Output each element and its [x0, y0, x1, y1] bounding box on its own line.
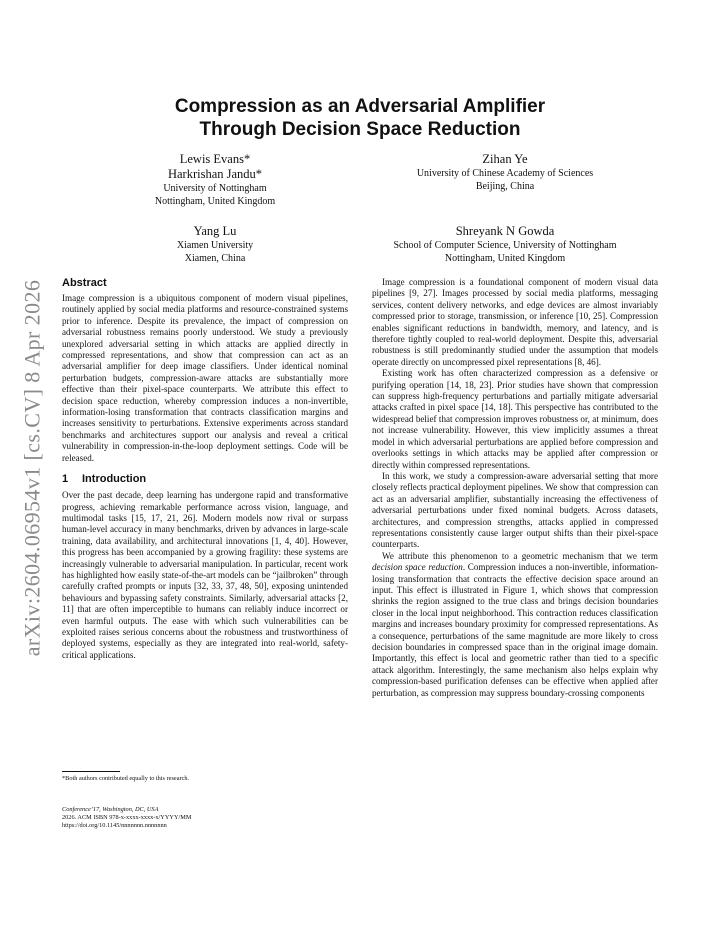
intro-paragraph-1: Over the past decade, deep learning has undergone rapid and transformative progress, achieving remarkable performance across vision, language, and multimodal tasks [15, 17, 21, 26]. Modern models now rival or surpass human-level accuracy in many benchmarks, driven by advances in large-scale training, data availability, and architectural innovations [1, 4, 40]. However, this progress has been accompanied by a growing fragility: these systems are increasingly vulnerable to adversarial manipulation. In particular, recent work has highlighted how easily state-of-the-art models can be “jailbroken” through carefully crafted prompts or inputs [32, 33, 37, 48, 50], exposing unintended behaviours and bypassing safety constraints. Similarly, adversarial attacks [2, 11] that are often imperceptible to humans can reliably induce incorrect or even harmful outputs. The ease with which such vulnerabilities can be exploited raises serious concerns about the robustness and trustworthiness of deployed systems, especially as they are integrated into real-world, safety-critical applications. — [62, 490, 348, 660]
body-paragraph-2: Existing work has often characterized compression as a defensive or purifying operation [14, 18, 23]. Prior studies have shown that compression can suppress high-frequency perturbations and partially mitigate adversarial attacks crafted in pixel space [14, 18]. This perspective has contributed to the widespread belief that compression improves robustness or, at minimum, does not increase vulnerability. However, this view implicitly assumes a threat model in which adversarial perturbations are applied before compression and overlooks settings in which attacks may be applied after compression or directly within compressed representations. — [372, 368, 658, 470]
body-paragraph-3: In this work, we study a compression-aware adversarial setting that more closely reflects practical deployment pipelines. We show that compression can act as an adversarial amplifier, substantially increasing the effectiveness of adversarial perturbations under fixed nominal budgets. Across datasets, architectures, and compression strengths, attacks applied in compressed representations consistently cause larger output shifts than their pixel-space counterparts. — [372, 470, 658, 550]
title-line-2: Through Decision Space Reduction — [199, 119, 521, 140]
paragraph-4-rest: . Compression induces a non-invertible, information-losing transformation that contracts the effective decision space around an input. This effect is illustrated in Figure 1, which shows that compression shrinks the region assigned to the true class and brings decision boundaries closer in the local input neighborhood. This contraction reduces classification margins and increases boundary proximity for compressed representations. As a consequence, perturbations of the same magnitude are more likely to cross decision boundaries in compressed space than in the original image domain. Importantly, this effect is local and geometric rather than tied to a specific attack algorithm. Interestingly, the same mechanism also helps explain why compression-based purification defenses can be effective when applied after perturbation, as compression may suppress boundary-crossing components — [372, 562, 659, 698]
author-location: Beijing, China — [475, 181, 535, 192]
author-name: Shreyank N Gowda — [455, 224, 555, 238]
author-name: Lewis Evans* — [179, 152, 251, 166]
body-paragraph-4 — [372, 551, 658, 699]
abstract-text: Image compression is a ubiquitous component of modern visual pipelines, routinely applied by social media platforms and resource-constrained systems prior to inference. Despite its prevalence, the impact of compression on adversarial robustness remains poorly understood. We study a previously unexplored adversarial setting in which attacks are applied directly in compressed representations, and show that compression can act as an adversarial amplifier for deep image classifiers. Under identical nominal perturbation budgets, compression-aware attacks are substantially more effective than their pixel-space counterparts. We attribute this effect to decision space reduction, whereby compression induces a non-invertible, information-losing transformation that contracts classification margins and increases sensitivity to perturbations. Extensive experiments across standard benchmarks and architectures support our analysis and reveal a critical vulnerability in compression-in-the-loop deployment settings. Code will be released. — [62, 293, 348, 463]
section-number: 1 — [62, 473, 69, 486]
author-name: Yang Lu — [193, 224, 237, 238]
author-block-right — [370, 152, 640, 193]
conference-venue: Conference’17, Washington, DC, USA — [62, 806, 159, 813]
author-block-left — [110, 152, 320, 208]
footnote-rule — [62, 771, 120, 772]
arxiv-identifier — [12, 268, 52, 668]
section-heading-introduction — [62, 473, 348, 486]
author-block-left-2 — [110, 224, 320, 265]
left-column — [62, 277, 348, 661]
conference-isbn: 2026. ACM ISBN 978-x-xxxx-xxxx-x/YYYY/MM — [62, 814, 192, 821]
conference-doi: https://doi.org/10.1145/nnnnnnn.nnnnnnn — [62, 822, 167, 829]
author-block-right-2 — [360, 224, 650, 265]
section-title: Introduction — [82, 473, 147, 486]
author-affiliation: University of Chinese Academy of Sciences — [416, 168, 594, 179]
conference-info — [62, 806, 348, 830]
arxiv-identifier-text: arXiv:2604.06954v1 [cs.CV] 8 Apr 2026 — [19, 279, 45, 657]
paper-title — [60, 95, 660, 141]
right-column — [372, 277, 658, 699]
author-name: Harkrishan Jandu* — [167, 167, 263, 181]
title-line-1: Compression as an Adversarial Amplifier — [174, 96, 546, 117]
footnote: *Both authors contributed equally to this research. — [62, 775, 190, 782]
term-decision-space-reduction: decision space reduction — [372, 562, 463, 573]
abstract-heading: Abstract — [62, 277, 107, 289]
author-affiliation: University of Nottingham — [163, 183, 267, 194]
author-location: Nottingham, United Kingdom — [444, 253, 566, 264]
author-affiliation: Xiamen University — [176, 240, 254, 251]
author-location: Nottingham, United Kingdom — [154, 196, 276, 207]
author-affiliation: School of Computer Science, University of Nottingham — [393, 240, 617, 251]
author-location: Xiamen, China — [184, 253, 246, 264]
author-name: Zihan Ye — [482, 152, 528, 166]
body-paragraph-1: Image compression is a foundational component of modern visual data pipelines [9, 27]. Images processed by social media platforms, messaging services, content delivery networks, and edge devices are almost invariably compressed prior to storage, transmission, or inference [10, 25]. Compression enables significant reductions in bandwidth, memory, and latency, and is therefore tightly coupled to real-world deployment. Despite this, adversarial robustness is still predominantly studied under the assumption that models operate directly on uncompressed pixel representations [8, 46]. — [372, 277, 658, 367]
paragraph-4-start: We attribute this phenomenon to a geometric mechanism that we term — [382, 550, 658, 561]
